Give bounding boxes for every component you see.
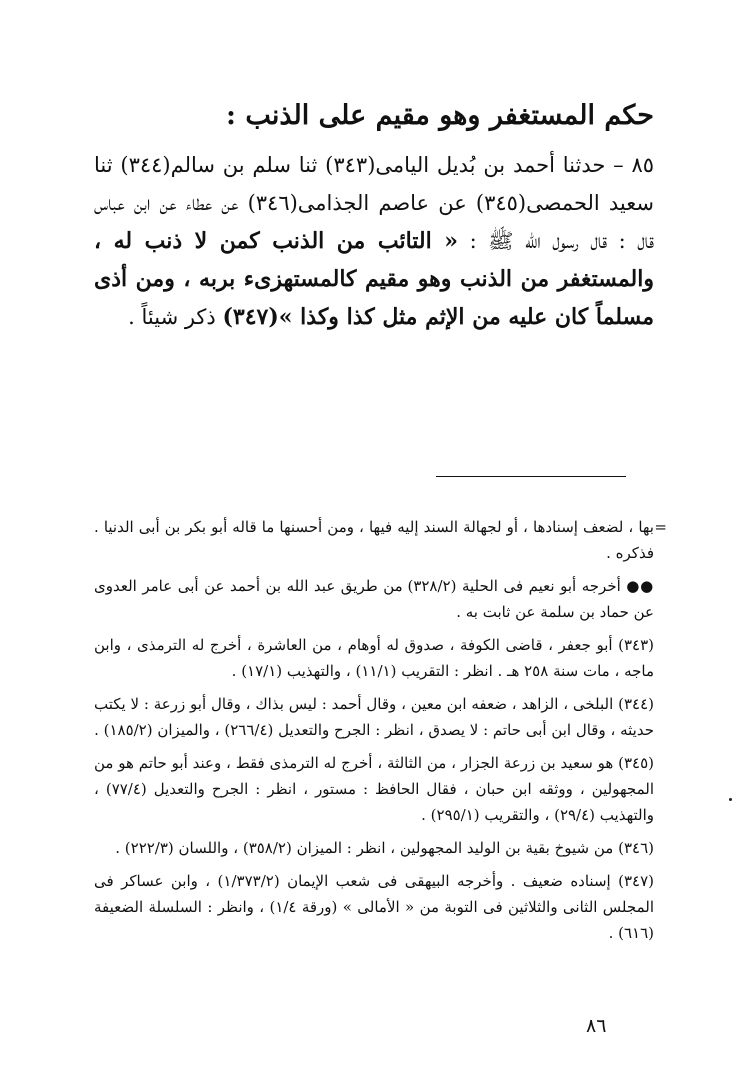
footnote: (٣٤٥) هو سعيد بن زرعة الجزار ، من الثالثة ، أخرج له الترمذى فقط ، وعند أبو حاتم هو من المجهولين ، ووثقه ابن حبان ، فقال الحافظ : مستور ، انظر : الجرح والتعديل (٧٧/٤) ، والتهذيب (٢٩/٤) ، والتقريب (٢٩٥/١) .	[94, 754, 654, 824]
hadith-text: « التائب من الذنب كمن لا ذنب له ، والمستغفر من الذنب وهو مقيم كالمستهزىء بربه ، ومن أذى مسلماً كان عليه من الإثم مثل كذا وكذا »(٣٤٧)	[94, 228, 654, 330]
footnote: (٣٤٦) من شيوخ بقية بن الوليد المجهولين ، انظر : الميزان (٣٥٨/٢) ، واللسان (٢٢٢/٣) .	[115, 839, 654, 857]
footnote: ●● أخرجه أبو نعيم فى الحلية (٣٢٨/٢) من طريق عبد الله بن أحمد عن أبى عامر العدوى عن حماد بن سلمة عن ثابت به .	[94, 577, 655, 621]
footnote: (٣٤٣) أبو جعفر ، قاضى الكوفة ، صدوق له أوهام ، من العاشرة ، أخرج له الترمذى ، وابن ماجه ، مات سنة ٢٥٨ هـ . انظر : التقريب (١١/١) ، والتهذيب (١٧/١) .	[94, 636, 654, 680]
hadith-paragraph	[94, 146, 654, 336]
margin-speck	[729, 798, 732, 801]
footnotes	[94, 514, 654, 953]
footnote-separator	[436, 476, 626, 477]
isnad-chain: ٨٥ – حدثنا أحمد بن بُديل اليامى(٣٤٣) ثنا سلم بن سالم(٣٤٤) ثنا سعيد الحمصى(٣٤٥) عن عاصم الجذامى(٣٤٦) عن عطاء عن ابن عباس قال : قال رسول الله ﷺ :	[94, 153, 655, 253]
footnote: (٣٤٧) إسناده ضعيف . وأخرجه البيهقى فى شعب الإيمان (١/٣٧٣/٢) ، وابن عساكر فى المجلس الثانى والثلاثين فى التوبة من « الأمالى » (ورقة ١/٤) ، وانظر : السلسلة الضعيفة (٦١٦) .	[94, 872, 655, 942]
footnote: (٣٤٤) البلخى ، الزاهد ، ضعفه ابن معين ، وقال أحمد : ليس بذاك ، وقال أبو زرعة : لا يكتب حديثه ، وقال ابن أبى حاتم : لا يصدق ، انظر : الجرح والتعديل (٢٦٦/٤) ، والميزان (١٨٥/٢) .	[94, 695, 654, 739]
continuation-mark: =	[654, 518, 667, 536]
section-heading: حكم المستغفر وهو مقيم على الذنب :	[225, 100, 654, 131]
hadith-passage	[94, 146, 654, 336]
page-number: ٨٦	[586, 1015, 607, 1037]
footnote: بها ، لضعف إسنادها ، أو لجهالة السند إليه فيها ، ومن أحسنها ما قاله أبو بكر بن أبى الدنيا . فذكره .	[94, 518, 654, 562]
hadith-tail: ذكر شيئاً .	[128, 305, 223, 329]
